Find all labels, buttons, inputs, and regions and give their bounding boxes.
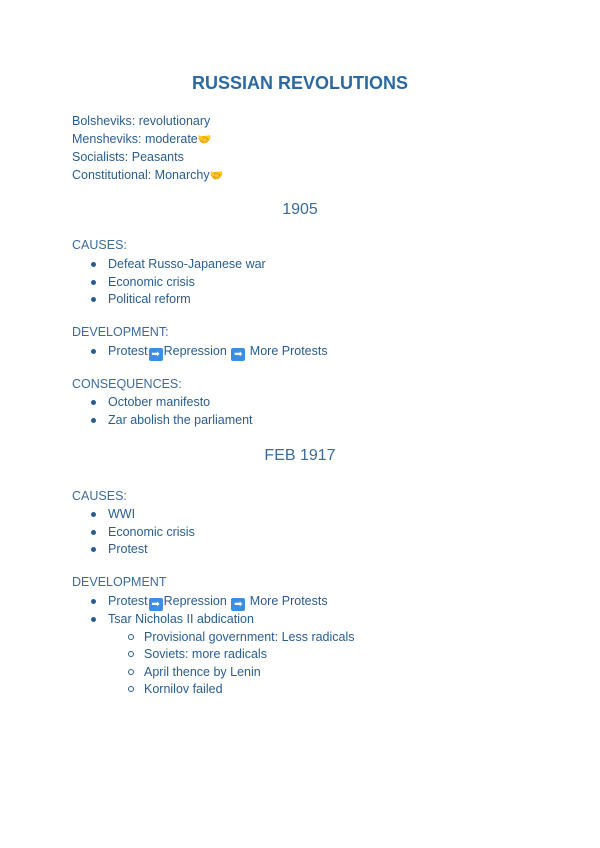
list-item: Defeat Russo-Japanese war — [72, 256, 266, 274]
development-label-feb-1917: DEVELOPMENT — [72, 575, 167, 589]
right-arrow-icon: ➡ — [231, 348, 245, 361]
right-arrow-icon: ➡ — [149, 598, 163, 611]
list-item: Economic crisis — [72, 274, 266, 292]
handshake-icon: 🤝 — [209, 169, 224, 182]
development-list-feb-1917 — [72, 593, 355, 699]
causes-list-feb-1917 — [72, 506, 195, 559]
list-item: WWI — [72, 506, 195, 524]
consequences-label-1905: CONSEQUENCES: — [72, 377, 182, 391]
party-definitions — [72, 113, 223, 185]
handshake-icon: 🤝 — [197, 133, 212, 146]
definition-socialists: Socialists: Peasants — [72, 150, 184, 164]
list-item: Protest ➡ Repression ➡ More Protests — [72, 343, 328, 361]
sublist-item: Kornilov failed — [72, 681, 355, 699]
abdication-sublist — [72, 629, 355, 699]
development-list-1905 — [72, 343, 328, 361]
section-heading-feb-1917: FEB 1917 — [264, 447, 336, 464]
causes-list-1905 — [72, 256, 266, 309]
causes-label-feb-1917: CAUSES: — [72, 489, 127, 503]
sublist-item: Soviets: more radicals — [72, 646, 355, 664]
development-label-1905: DEVELOPMENT: — [72, 325, 169, 339]
list-item: Economic crisis — [72, 524, 195, 542]
definition-constitutional: Constitutional: Monarchy🤝 — [72, 167, 224, 182]
list-item: Protest ➡ Repression ➡ More Protests — [72, 593, 355, 611]
sublist-item: April thence by Lenin — [72, 664, 355, 682]
list-item: October manifesto — [72, 394, 253, 412]
list-item: Protest — [72, 541, 195, 559]
section-heading-1905: 1905 — [282, 201, 318, 218]
sublist-item: Provisional government: Less radicals — [72, 629, 355, 647]
right-arrow-icon: ➡ — [231, 598, 245, 611]
causes-label-1905: CAUSES: — [72, 238, 127, 252]
list-item: Tsar Nicholas II abdication — [72, 611, 355, 629]
right-arrow-icon: ➡ — [149, 348, 163, 361]
definition-bolsheviks: Bolsheviks: revolutionary — [72, 114, 211, 128]
list-item: Zar abolish the parliament — [72, 412, 253, 430]
page-title: RUSSIAN REVOLUTIONS — [191, 73, 409, 93]
definition-mensheviks: Mensheviks: moderate🤝 — [72, 131, 212, 146]
sublist-container — [72, 629, 355, 699]
consequences-list-1905 — [72, 394, 253, 429]
list-item: Political reform — [72, 291, 266, 309]
